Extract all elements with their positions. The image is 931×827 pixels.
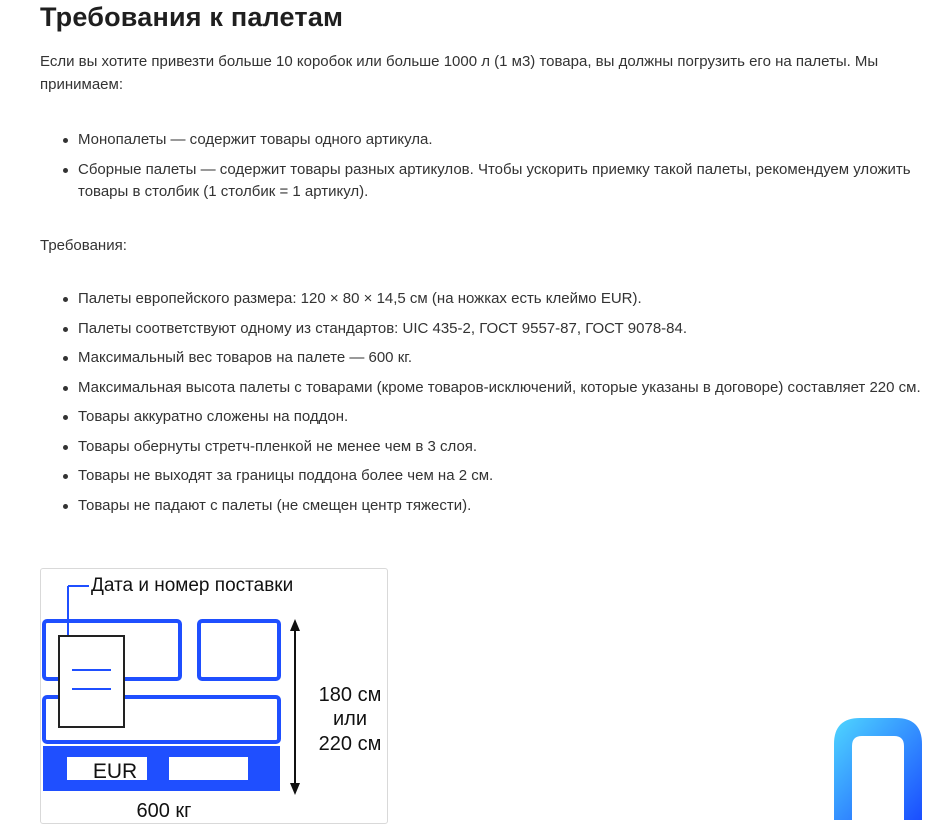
list-item: Товары обернуты стретч-пленкой не менее чем в 3 слоя. xyxy=(40,436,928,458)
weight-label: 600 кг xyxy=(136,800,192,822)
height-label-2: или xyxy=(332,708,368,730)
brand-logo-icon xyxy=(832,716,924,827)
shipment-label-sheet xyxy=(59,636,124,727)
pallet-diagram xyxy=(40,568,388,824)
pallet-block-right xyxy=(248,755,280,783)
requirements-list xyxy=(40,288,928,524)
intro-line-1: Если вы хотите привезти больше 10 коробок или больше 1000 л (1 м3) товара, вы должны погрузить его на палеты. Мы xyxy=(40,53,879,70)
height-label-3: 220 см xyxy=(318,733,382,755)
list-item: Товары не выходят за границы поддона более чем на 2 см. xyxy=(40,465,928,487)
height-arrow-head-bottom xyxy=(290,783,300,795)
list-item: Палеты соответствуют одному из стандартов: UIC 435-2, ГОСТ 9557-87, ГОСТ 9078-84. xyxy=(40,318,928,340)
list-item: Максимальная высота палеты с товарами (кроме товаров-исключений, которые указаны в договоре) составляет 220 см. xyxy=(40,377,928,399)
box-top-right xyxy=(199,621,279,679)
pallet-block-left xyxy=(43,755,67,783)
label-top-text: Дата и номер поставки xyxy=(91,575,294,596)
page-title: Требования к палетам xyxy=(40,2,344,32)
intro-line-2: принимаем: xyxy=(40,76,123,93)
height-label-1: 180 см xyxy=(318,684,382,706)
pallet-mark-label: EUR xyxy=(92,760,138,783)
requirements-heading: Требования: xyxy=(40,237,127,254)
pallet-block-middle xyxy=(147,755,169,783)
pallet-types-list xyxy=(40,129,928,210)
intro-paragraph xyxy=(40,50,928,96)
list-item: Сборные палеты — содержит товары разных артикулов. Чтобы ускорить приемку такой палеты, рекомендуем уложить товары в столбик (1 столбик = 1 артикул). xyxy=(40,159,928,203)
list-item: Монопалеты — содержит товары одного артикула. xyxy=(40,129,928,151)
height-arrow-head-top xyxy=(290,619,300,631)
list-item: Максимальный вес товаров на палете — 600 кг. xyxy=(40,347,928,369)
list-item: Товары не падают с палеты (не смещен центр тяжести). xyxy=(40,495,928,517)
list-item: Товары аккуратно сложены на поддон. xyxy=(40,406,928,428)
list-item: Палеты европейского размера: 120 × 80 × 14,5 см (на ножках есть клеймо EUR). xyxy=(40,288,928,310)
